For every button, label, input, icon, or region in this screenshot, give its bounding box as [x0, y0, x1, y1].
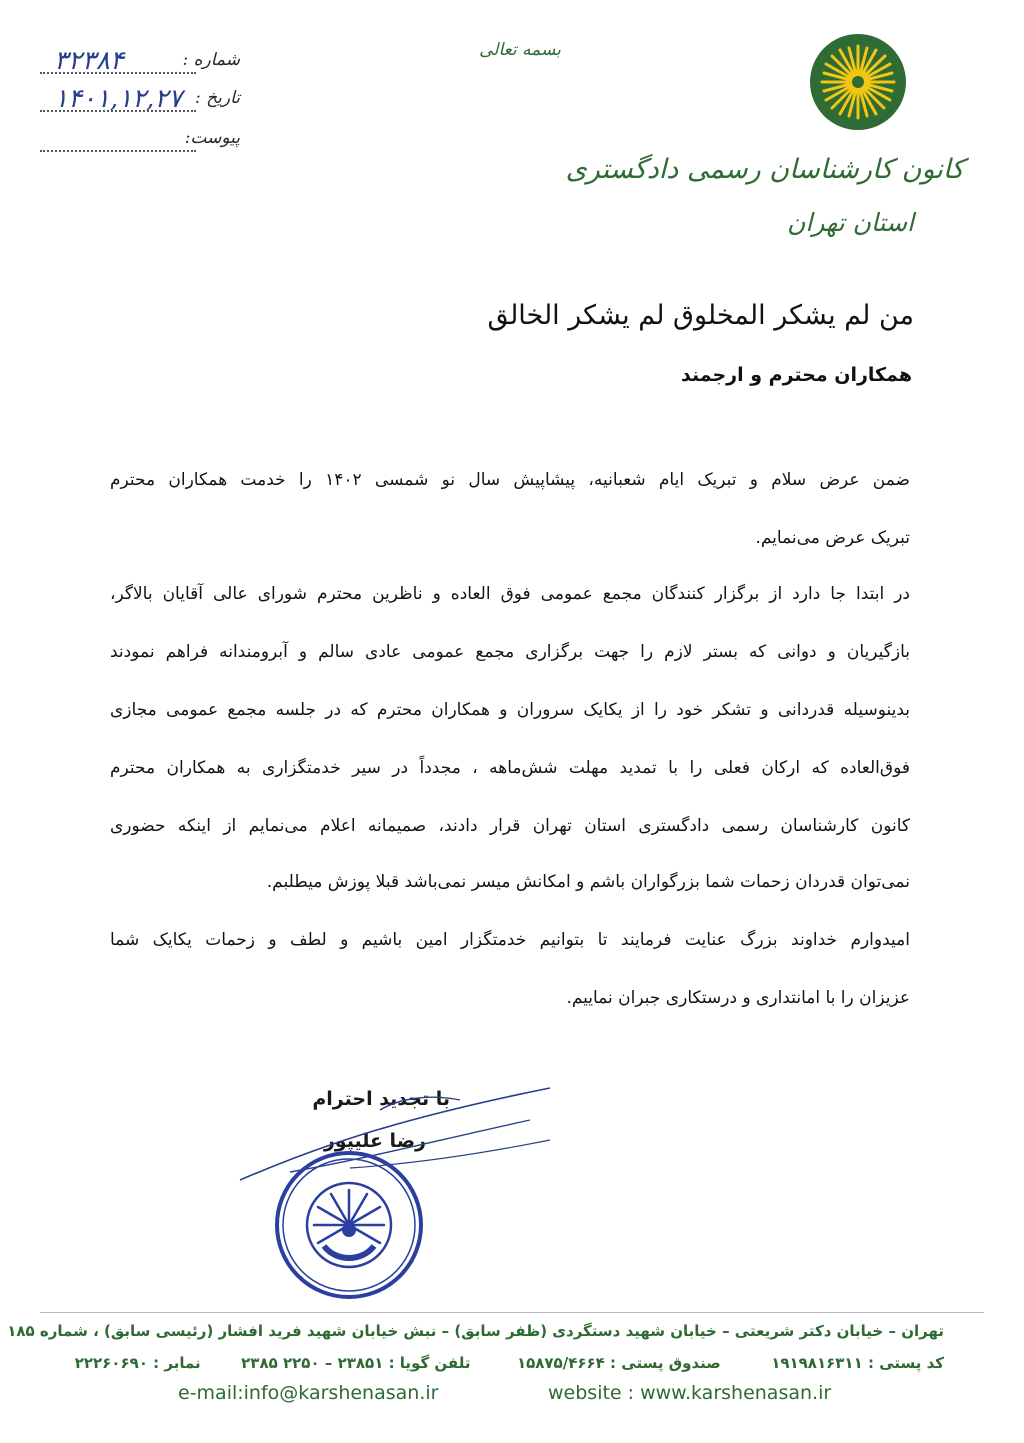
letter-date-row [40, 84, 240, 118]
footer-fax: نمابر : ۲۲۲۶۰۶۹۰ [74, 1354, 201, 1372]
organization-logo [808, 32, 908, 132]
organization-province: استان تهران [787, 208, 914, 237]
dotted-line [40, 150, 196, 152]
signer-name: رضا علیپور [323, 1130, 426, 1152]
body-line: امیدوارم خداوند بزرگ عنایت فرمایند تا بتوانیم خدمتگزار امین باشیم و لطف و زحمات یکایک شما [110, 930, 910, 950]
footer-phone: تلفن گویا : ۲۳۸۵۱ – ۲۲۵۰ ۲۳۸۵ [241, 1354, 471, 1372]
letter-date-label: تاریخ : [195, 88, 240, 108]
body-line: کانون کارشناسان رسمی دادگستری استان تهران قرار دادند، صمیمانه اعلام می‌نمایم از اینکه حضوری [110, 816, 910, 836]
sun-logo-icon [808, 32, 908, 132]
letter-number-label: شماره : [182, 50, 240, 70]
footer-address: تهران – خیابان دکتر شریعتی – خیابان شهید دستگردی (ظفر سابق) – نبش خیابان شهید فرید افشار (رئیسی سابق) ، شماره ۱۸۵ [7, 1322, 944, 1340]
letter-date-value: ۱۴۰۱,۱۲,۲۷ [54, 84, 183, 114]
official-stamp [274, 1150, 424, 1300]
letter-salutation: همکاران محترم و ارجمند [681, 364, 912, 386]
body-line: در ابتدا جا دارد از برگزار کنندگان مجمع عمومی فوق العاده و ناظرین محترم شورای عالی آقایان بالاگر، [110, 584, 910, 604]
footer-website-link[interactable]: website : www.karshenasan.ir [548, 1382, 832, 1404]
footer-postal-code: کد پستی : ۱۹۱۹۸۱۶۳۱۱ [771, 1354, 944, 1372]
letter-quote: من لم یشکر المخلوق لم یشکر الخالق [487, 300, 914, 331]
footer-po-box: صندوق پستی : ۱۵۸۷۵/۴۶۶۴ [516, 1354, 721, 1372]
footer-contact-row [75, 1354, 944, 1372]
organization-name: کانون کارشناسان رسمی دادگستری [565, 154, 964, 185]
body-line: عزیزان را با امانتداری و درستکاری جبران نماییم. [566, 988, 910, 1008]
footer-email-link[interactable]: e-mail:info@karshenasan.ir [178, 1382, 439, 1404]
body-line: ضمن عرض سلام و تبریک ایام شعبانیه، پیشاپیش سال نو شمسی ۱۴۰۲ را خدمت همکاران محترم [110, 470, 910, 490]
closing-phrase: با تجدید احترام [312, 1088, 450, 1110]
letter-number-row [40, 46, 240, 80]
stamp-seal-icon [274, 1150, 424, 1300]
body-line: تبریک عرض می‌نمایم. [755, 528, 910, 548]
bismillah-heading: بسمه تعالی [479, 40, 561, 60]
letter-number-value: ۳۲۳۸۴ [54, 46, 124, 76]
body-line: بدینوسیله قدردانی و تشکر خود را از یکایک سروران و همکاران محترم که در جلسه مجمع عمومی مجازی [110, 700, 910, 720]
footer-divider [40, 1312, 984, 1313]
letter-attachment-label: پیوست: [184, 128, 240, 148]
body-line: فوق‌العاده که ارکان فعلی را با تمدید مهلت شش‌ماهه ، مجدداً در سیر خدمتگزاری به همکاران محترم [110, 758, 910, 778]
body-line: نمی‌توان قدردان زحمات شما بزرگواران باشم و امکانش میسر نمی‌باشد قبلا پوزش میطلبم. [266, 872, 910, 892]
letter-attachment-row [40, 128, 240, 158]
body-line: بازگیریان و دوانی که بستر لازم را جهت برگزاری مجمع عمومی عادی سالم و آبرومندانه فراهم نمودند [110, 642, 910, 662]
